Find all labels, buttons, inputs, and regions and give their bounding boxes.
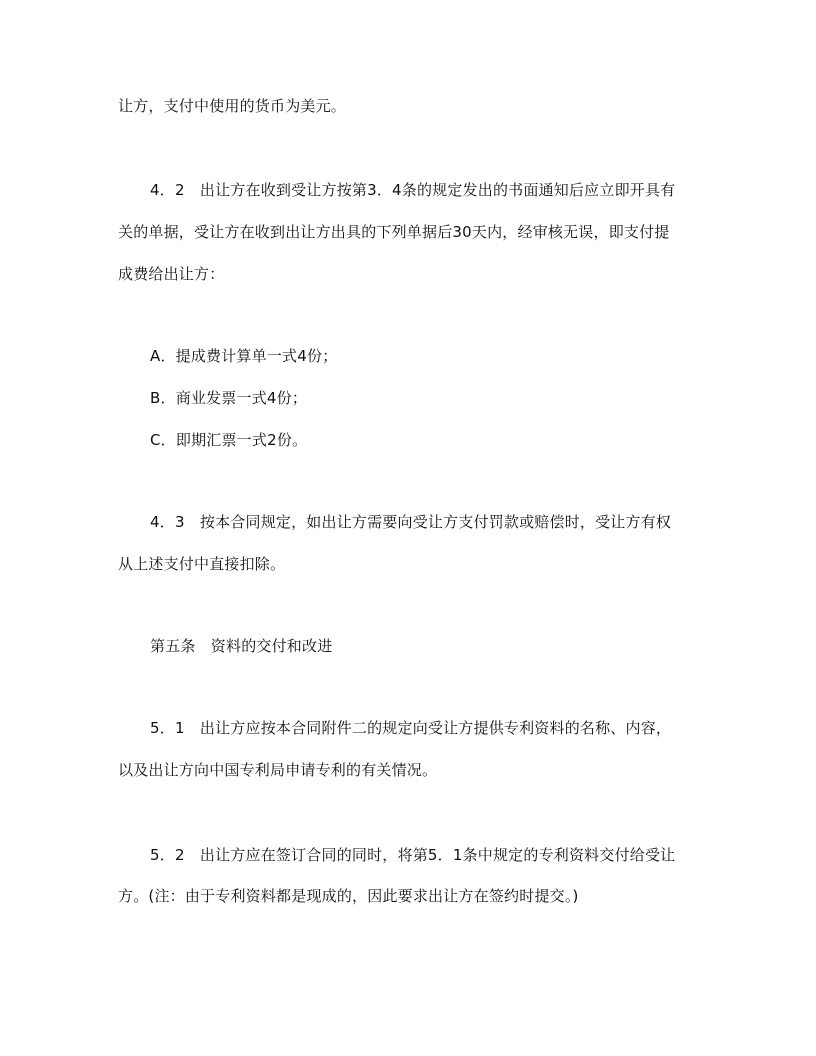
paragraph-line: 关的单据，受让方在收到出让方出具的下列单据后30天内，经审核无误，即支付提 [118,223,670,241]
clause-4-3-line: 4．3 按本合同规定，如出让方需要向受让方支付罚款或赔偿时，受让方有权 [150,513,672,531]
section-heading: 第五条 资料的交付和改进 [150,637,333,655]
paragraph-line: 方。(注：由于专利资料都是现成的，因此要求出让方在签约时提交。) [118,887,579,905]
list-item: B．商业发票一式4份； [150,389,308,407]
paragraph-line: 以及出让方向中国专利局申请专利的有关情况。 [118,761,438,779]
clause-5-2-line: 5．2 出让方应在签订合同的同时，将第5．1条中规定的专利资料交付给受让 [150,846,676,864]
list-item: A．提成费计算单一式4份； [150,347,338,365]
paragraph-line: 从上述支付中直接扣除。 [118,555,286,573]
clause-4-2-line: 4．2 出让方在收到受让方按第3．4条的规定发出的书面通知后应立即开具有 [150,181,676,199]
clause-5-1-line: 5．1 出让方应按本合同附件二的规定向受让方提供专利资料的名称、内容， [150,719,672,737]
list-item: C．即期汇票一式2份。 [150,431,308,449]
paragraph-line: 成费给出让方： [118,265,225,283]
paragraph-line: 让方，支付中使用的货币为美元。 [118,97,347,115]
